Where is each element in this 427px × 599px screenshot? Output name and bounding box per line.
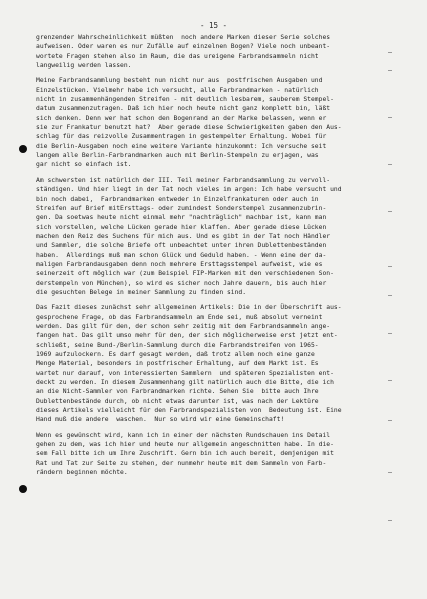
text-line: sie zur Frankatur benutzt hat? Aber gerade diese Schwierigkeiten gaben den Aus- [36, 124, 342, 132]
paragraph [36, 33, 394, 70]
text-line: Menge Material, besonders in postfrischer Erhaltung, auf dem Markt ist. Es [36, 360, 319, 368]
text-line: wartet nur darauf, von interessierten Sammlern und späteren Spezialisten ent- [36, 369, 334, 377]
article-body [36, 33, 394, 483]
text-line: Hand muß die andere waschen. Nur so wird wir eine Gemeinschaft! [36, 416, 285, 424]
text-line: ständigen. Und hier liegt in der Tat noch vieles im argen: Ich habe versucht und [36, 186, 342, 194]
text-line: die Berlin-Ausgaben noch eine weitere Variante hinzukommt: Ich versuche seit [36, 142, 327, 150]
text-line: deckt zu werden. In diesem Zusammenhang gilt natürlich auch die Bitte, die ich [36, 379, 334, 387]
punch-hole-top [19, 145, 27, 153]
text-line: und Sammler, die solche Briefe oft unbeachtet unter ihren Dublettenbeständen [36, 242, 327, 250]
page-number: - 15 - [199, 21, 228, 30]
text-line: Wenn es gewünscht wird, kann ich in einer der nächsten Rundschauen ins Detail [36, 431, 331, 439]
paragraph [36, 303, 394, 424]
text-line: derstempeln von München), so wird es sicher noch Jahre dauern, bis auch hier [36, 279, 327, 287]
text-line: Das Fazit dieses zunächst sehr allgemeinen Artikels: Die in der Überschrift aus- [36, 304, 342, 312]
text-line: maligen Farbrandausgaben denn noch mehrere Ersttagsstempel aufweist, wie es [36, 260, 323, 268]
text-line: rändern beginnen möchte. [36, 469, 128, 477]
text-line: Einzelstücken. Vielmehr habe ich versucht, alle Farbrandmarken - natürlich [36, 86, 319, 94]
paragraph [36, 176, 394, 297]
text-line: dieses Artikels vielleicht für den Farbrandspezialisten von Bedeutung ist. Eine [36, 407, 342, 415]
text-line: haben. Allerdings muß man schon Glück und Geduld haben. - Wenn eine der da- [36, 251, 327, 259]
text-line: Streifen auf Brief mitErsttags- oder zumindest Sonderstempel zusammenzubrin- [36, 204, 327, 212]
text-line: fangen hat. Das gilt umso mehr für den, der sich möglicherweise erst jetzt ent- [36, 332, 338, 340]
text-line: gehen zu dem, was ich hier und heute nur allgemein angeschnitten habe. In die- [36, 441, 334, 449]
text-line: wortete Fragen stehen also im Raum, die das ureigene Farbrandsammeln nicht [36, 52, 319, 60]
text-line: langweilig werden lassen. [36, 62, 132, 70]
text-line: grenzender Wahrscheinlichkeit müßten noch andere Marken dieser Serie solches [36, 34, 331, 41]
text-line: datum zusammenzutragen. Daß ich hier noch heute nicht ganz komplett bin, läßt [36, 105, 331, 113]
text-line: an die Nicht-Sammler von Farbrandmarken richte. Sehen Sie bitte auch Ihre [36, 388, 319, 396]
text-line: schließt, seine Bund-/Berlin-Sammlung durch die Farbrandstreifen von 1965- [36, 341, 319, 349]
text-line: Dublettenbestände durch, ob nicht etwas darunter ist, was nach der Lektüre [36, 397, 319, 405]
text-line: nicht in zusammenhängenden Streifen - mit deutlich lesbarem, sauberem Stempel- [36, 96, 334, 104]
text-line: Am schwersten ist natürlich der III. Teil meiner Farbrandsammlung zu vervoll- [36, 176, 331, 184]
text-line: seinerzeit oft möglich war (zum Beispiel FIP-Marken mit den verschiedenen Son- [36, 270, 334, 278]
punch-hole-bottom [19, 485, 27, 493]
paragraph [36, 76, 394, 169]
text-line: gesprochene Frage, ob das Farbrandsammeln am Ende sei, muß absolut verneint [36, 313, 323, 321]
margin-mark [388, 520, 392, 521]
text-line: 1969 aufzulockern. Es darf gesagt werden, daß trotz allem noch eine ganze [36, 351, 315, 358]
text-line: gar nicht so einfach ist. [36, 161, 132, 169]
text-line: langem alle Berlin-Farbrandmarken auch mit Berlin-Stempeln zu erjagen, was [36, 152, 319, 160]
text-line: werden. Das gilt für den, der schon sehr zeitig mit dem Farbrandsammeln ange- [36, 322, 331, 330]
text-line: bin noch dabei, Farbrandmarken entweder in Einzelfrankaturen oder auch in [36, 195, 319, 203]
text-line: sich vorstellen, welche Lücken gerade hier klaffen. Aber gerade diese Lücken [36, 223, 327, 231]
paragraph [36, 431, 394, 478]
text-line: aufweisen. Oder waren es nur Zufälle auf einzelnen Bogen? Viele noch unbeant- [36, 43, 331, 51]
text-line: machen den Reiz des Suchens für mich aus. Und es gibt in der Tat noch Händler [36, 232, 331, 240]
text-line: sich denken. Denn wer hat schon den Bogenrand an der Marke belassen, wenn er [36, 114, 327, 122]
text-line: sem Fall bitte ich um Ihre Zuschrift. Gern bin ich auch bereit, demjenigen mit [36, 450, 334, 458]
text-line: die gesuchten Belege in meiner Sammlung zu finden sind. [36, 288, 247, 296]
text-line: Meine Farbrandsammlung besteht nun nicht nur aus postfrischen Ausgaben und [36, 77, 323, 85]
text-line: schlag für das reizvolle Zusammentragen in gestempelter Erhaltung. Wobei für [36, 133, 327, 141]
text-line: Rat und Tat zur Seite zu stehen, der nunmehr heute mit dem Sammeln von Farb- [36, 459, 327, 467]
text-line: gen. Da soetwas heute nicht einmal mehr "nachträglich" machbar ist, kann man [36, 214, 327, 222]
